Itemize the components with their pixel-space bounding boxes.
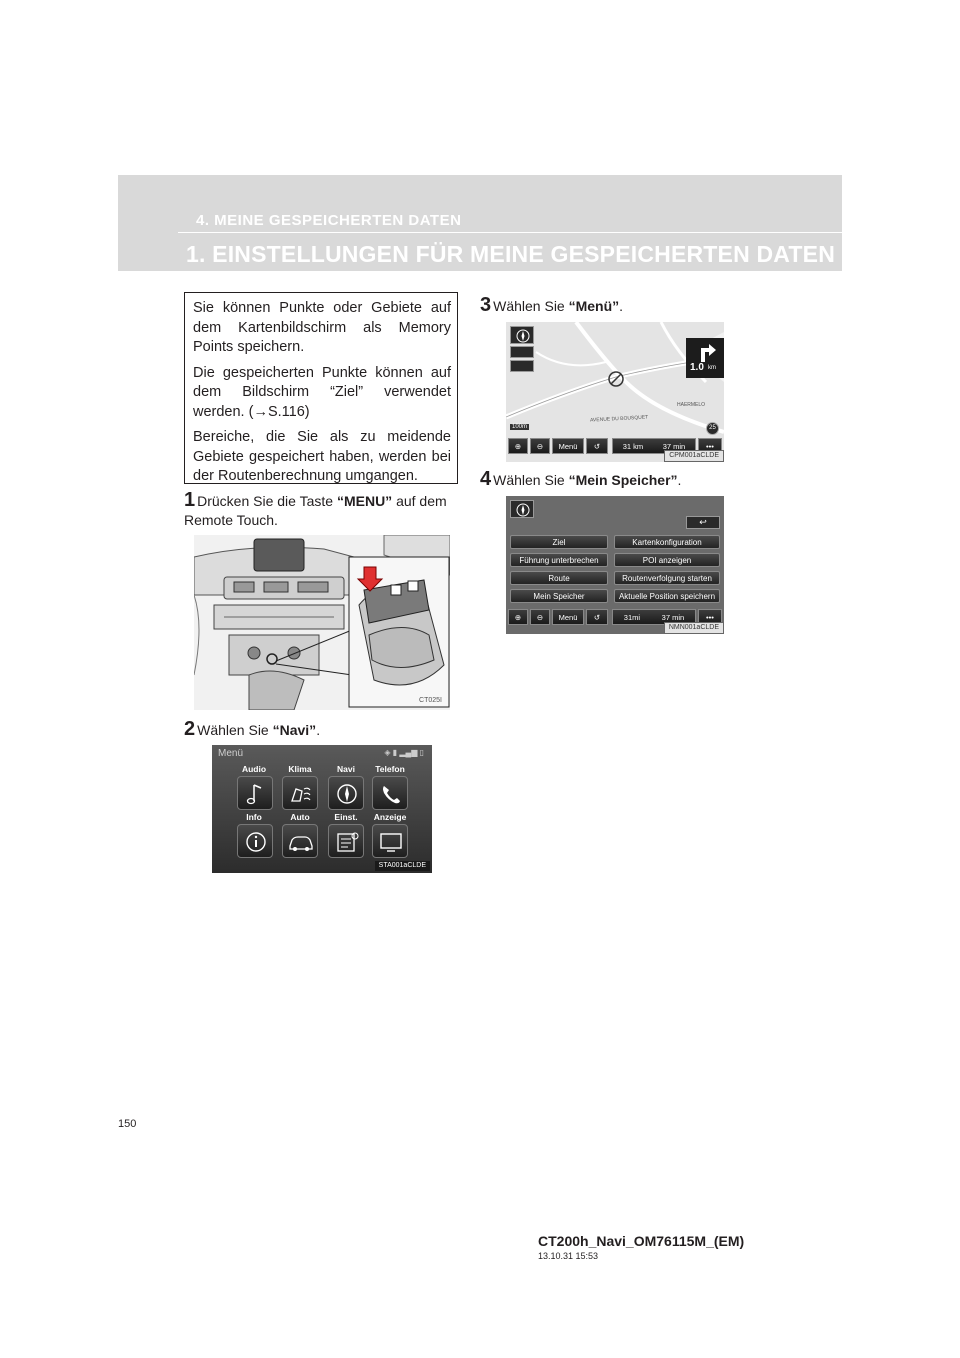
- step-text: .: [619, 298, 624, 314]
- step-key: “Mein Speicher”: [568, 472, 678, 488]
- figure-code: CT025I: [419, 697, 442, 704]
- nav-menu-kartenkonfiguration: Kartenkonfiguration: [614, 535, 720, 549]
- back-button: ↩: [686, 516, 720, 529]
- step-text: Drücken Sie die Taste: [197, 493, 337, 509]
- remote-touch-illustration: [194, 535, 450, 710]
- intro-box: [184, 292, 458, 484]
- zoom-out-button: ⊖: [530, 609, 550, 625]
- map-nav-button: ↺: [586, 609, 608, 625]
- navi-tile: [328, 776, 364, 810]
- zoom-in-button: ⊕: [508, 609, 528, 625]
- step-3: [480, 296, 740, 316]
- parking-icon: [510, 360, 534, 372]
- step-text: Wählen Sie: [197, 722, 273, 738]
- section-title: 4. MEINE GESPEICHERTEN DATEN: [196, 212, 462, 229]
- menu-label-klima: Klima: [288, 764, 312, 774]
- street-label: AVENUE DU BOUSQUET: [589, 414, 649, 424]
- phone-icon: [373, 777, 409, 811]
- music-note-icon: [238, 777, 274, 811]
- step-number: 4: [480, 468, 492, 490]
- intro-paragraph: Bereiche, die Sie als zu meidende Gebiete gespeichert haben, werden bei der Routenberechnung umgangen.: [193, 429, 451, 484]
- nav-menu-route: Route: [510, 571, 608, 585]
- menu-label-audio: Audio: [241, 764, 267, 774]
- figure-code: STA001aCLDE: [375, 861, 430, 871]
- figure-code: CPM001aCLDE: [664, 450, 724, 462]
- step-key: “Menü”: [568, 298, 620, 314]
- more-options-button: •••: [698, 438, 722, 454]
- menu-label-telefon: Telefon: [375, 764, 405, 774]
- step-4: [480, 470, 740, 490]
- nav-menu-mein-speicher: Mein Speicher: [510, 589, 608, 603]
- seat-fan-icon: [283, 777, 319, 811]
- map-screen-figure: [506, 322, 724, 462]
- menu-screen-figure: [212, 745, 432, 873]
- zoom-out-button: ⊖: [530, 438, 550, 454]
- nav-menu-figure: [506, 496, 724, 634]
- figure-code: NMN001aCLDE: [664, 622, 724, 634]
- turn-distance-unit: km: [708, 365, 716, 371]
- zoom-in-button: ⊕: [508, 438, 528, 454]
- nav-menu-fuehrung-unterbrechen: Führung unterbrechen: [510, 553, 608, 567]
- display-icon: [373, 825, 409, 859]
- traffic-icon: [510, 346, 534, 358]
- compass-icon: [511, 501, 535, 519]
- menu-label-einst: Einst.: [334, 812, 358, 822]
- car-icon: [283, 825, 319, 859]
- klima-tile: [282, 776, 318, 810]
- audio-tile: [237, 776, 273, 810]
- menu-label-info: Info: [246, 812, 262, 822]
- einst-tile: [328, 824, 364, 858]
- step-text: Wählen Sie: [493, 298, 569, 314]
- step-number: 1: [184, 489, 196, 511]
- anzeige-tile: [372, 824, 408, 858]
- compass-button: [510, 500, 534, 518]
- menu-title: Menü: [218, 748, 244, 759]
- map-menu-button: Menü: [552, 609, 584, 625]
- intro-paragraph: Die gespeicherten Punkte können auf dem Bildschirm “Ziel” verwendet werden. (→S.116): [193, 364, 451, 420]
- page-number: 150: [118, 1118, 137, 1130]
- settings-list-icon: [329, 825, 365, 859]
- trip-time: 37 min: [661, 612, 685, 622]
- step-2: [184, 720, 460, 740]
- map-menu-button: Menü: [552, 438, 584, 454]
- step-text: .: [677, 472, 682, 488]
- nav-menu-routenverfolgung: Routenverfolgung starten: [614, 571, 720, 585]
- document-code: CT200h_Navi_OM76115M_(EM): [538, 1233, 745, 1249]
- info-tile: [237, 824, 273, 858]
- speed-limit-badge: 25: [706, 422, 719, 435]
- map-nav-button: ↺: [586, 438, 608, 454]
- turn-distance: 1.0: [690, 362, 704, 373]
- info-icon: [238, 825, 274, 859]
- step-key: “Navi”: [272, 722, 317, 738]
- menu-label-auto: Auto: [290, 812, 310, 822]
- compass-button: [510, 326, 534, 344]
- step-1: [184, 491, 460, 530]
- menu-label-anzeige: Anzeige: [373, 812, 407, 822]
- compass-icon: [329, 777, 365, 811]
- header-divider: [178, 232, 842, 233]
- menu-label-navi: Navi: [337, 764, 355, 774]
- step-key: “MENU”: [336, 493, 393, 509]
- turn-right-arrow-icon: [686, 338, 724, 364]
- compass-icon: [511, 327, 535, 345]
- telefon-tile: [372, 776, 408, 810]
- status-icons: ◈ ▮ ▂▄▆ ▯: [384, 748, 424, 757]
- nav-menu-position-speichern: Aktuelle Position speichern: [614, 589, 720, 603]
- trip-time: 37 min: [662, 441, 686, 451]
- step-text: auf dem Remote Touch.: [184, 493, 447, 528]
- intro-paragraph: Sie können Punkte oder Gebiete auf dem Kartenbildschirm als Memory Points speichern.: [193, 300, 451, 355]
- step-number: 3: [480, 294, 492, 316]
- step-text: Wählen Sie: [493, 472, 569, 488]
- map-scale: 100m: [512, 424, 528, 430]
- trip-distance: 31mi: [623, 612, 641, 622]
- more-options-button: •••: [698, 609, 722, 625]
- step-text: .: [316, 722, 321, 738]
- document-date: 13.10.31 15:53: [538, 1251, 599, 1261]
- place-label: HAERMELO: [677, 402, 706, 408]
- auto-tile: [282, 824, 318, 858]
- chapter-title: 1. EINSTELLUNGEN FÜR MEINE GESPEICHERTEN DATEN: [186, 241, 835, 267]
- step-number: 2: [184, 718, 196, 740]
- nav-menu-ziel: Ziel: [510, 535, 608, 549]
- trip-distance: 31 km: [622, 441, 644, 451]
- turn-indicator: [686, 338, 724, 378]
- nav-menu-poi-anzeigen: POI anzeigen: [614, 553, 720, 567]
